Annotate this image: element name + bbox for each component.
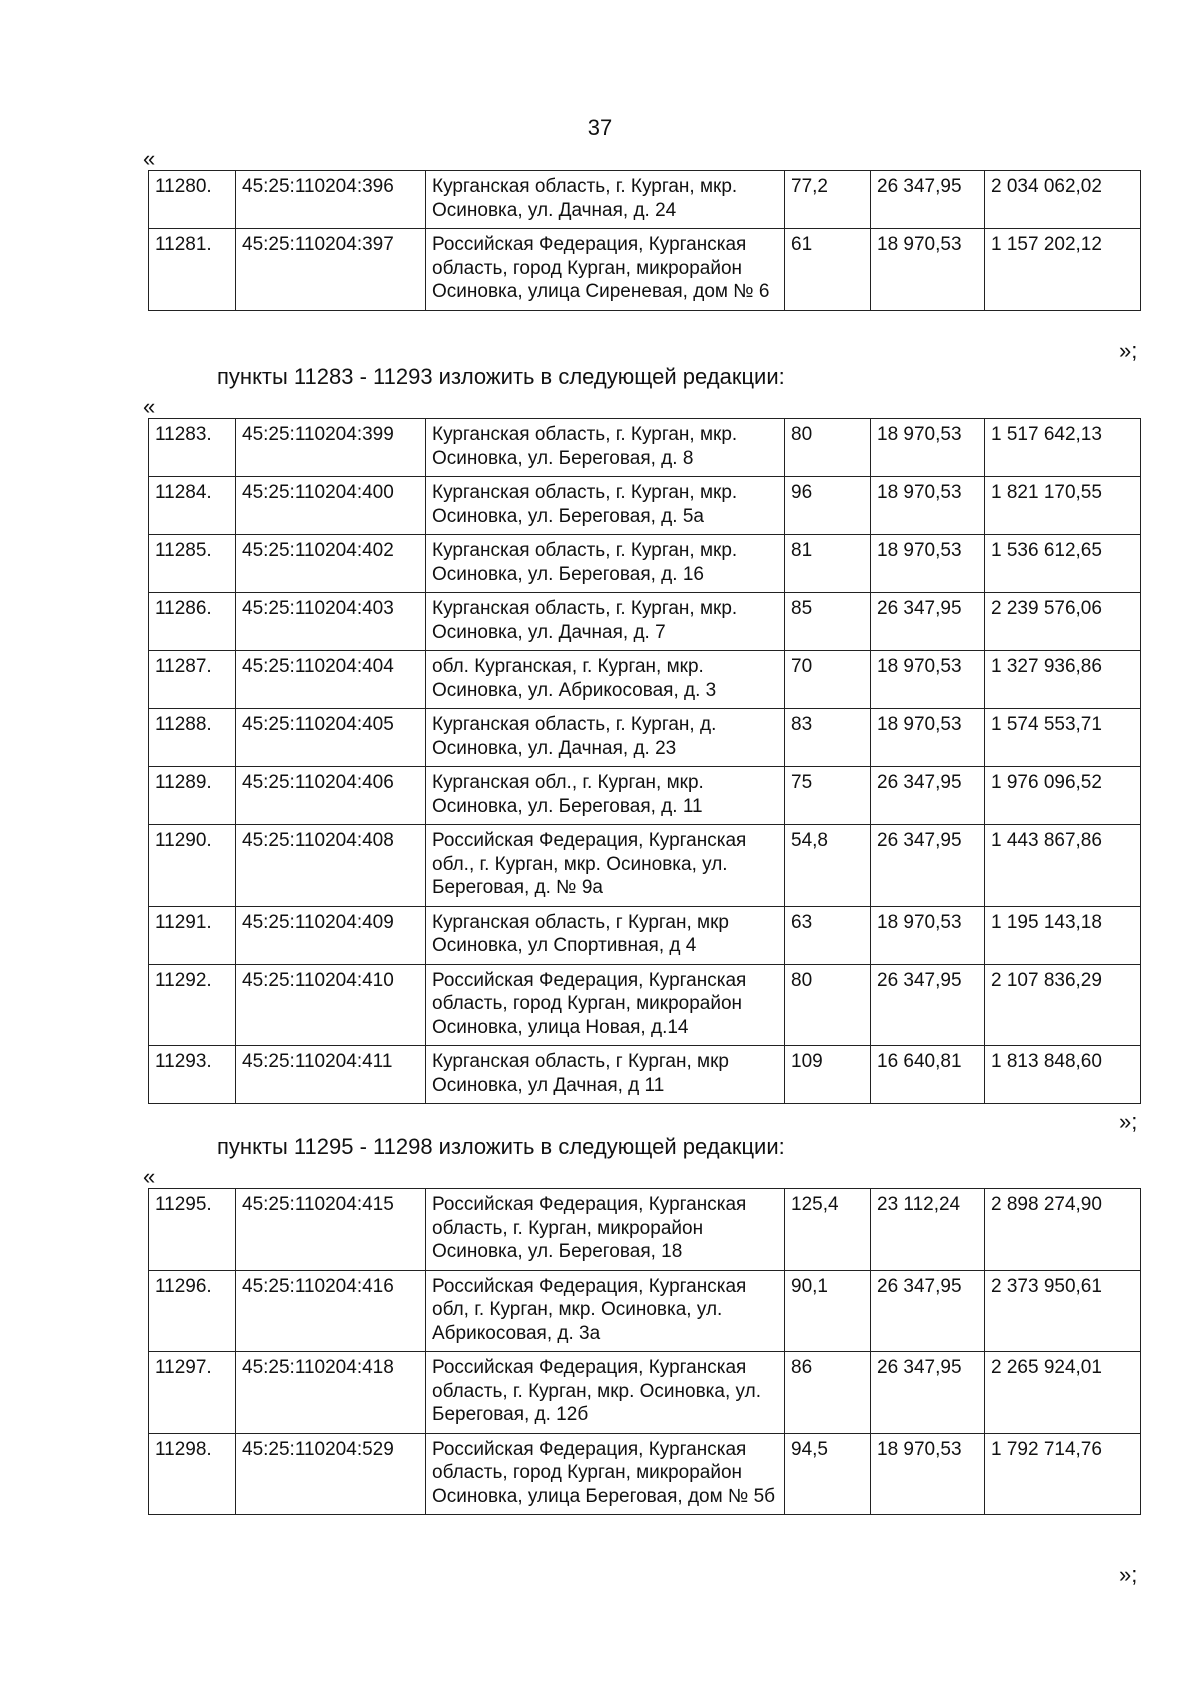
cadastral-number-cell: 45:25:110204:406 [236, 767, 426, 825]
unit-value-cell: 18 970,53 [871, 477, 985, 535]
unit-value-cell: 18 970,53 [871, 419, 985, 477]
table-row [149, 1189, 1141, 1271]
cadastral-value-cell: 1 821 170,55 [985, 477, 1141, 535]
cadastral-value-cell: 1 813 848,60 [985, 1046, 1141, 1104]
area-cell: 86 [785, 1352, 871, 1434]
cadastral-number-cell: 45:25:110204:403 [236, 593, 426, 651]
cadastral-number-cell: 45:25:110204:415 [236, 1189, 426, 1271]
cadastral-number-cell: 45:25:110204:409 [236, 906, 426, 964]
cadastral-number-cell: 45:25:110204:410 [236, 964, 426, 1046]
area-cell: 80 [785, 419, 871, 477]
unit-value-cell: 18 970,53 [871, 906, 985, 964]
cadastral-value-cell: 2 107 836,29 [985, 964, 1141, 1046]
address-cell: Курганская область, г Курган, мкр Осиновка, ул Спортивная, д 4 [426, 906, 785, 964]
close-quote: »; [1119, 338, 1138, 363]
item-number-cell: 11298. [149, 1433, 236, 1515]
item-number-cell: 11286. [149, 593, 236, 651]
cadastral-number-cell: 45:25:110204:399 [236, 419, 426, 477]
area-cell: 96 [785, 477, 871, 535]
table-row [149, 1046, 1141, 1104]
page-number: 37 [587, 115, 613, 140]
item-number-cell: 11296. [149, 1270, 236, 1352]
area-cell: 85 [785, 593, 871, 651]
item-number-cell: 11284. [149, 477, 236, 535]
address-cell: Российская Федерация, Курганская обл., г. Курган, мкр. Осиновка, ул. Береговая, д. № 9а [426, 825, 785, 907]
cadastral-number-cell: 45:25:110204:400 [236, 477, 426, 535]
address-cell: Курганская область, г. Курган, мкр. Осиновка, ул. Береговая, д. 8 [426, 419, 785, 477]
cadastral-value-cell: 1 443 867,86 [985, 825, 1141, 907]
item-number-cell: 11293. [149, 1046, 236, 1104]
open-quote: « [143, 394, 156, 419]
table-row [149, 709, 1141, 767]
address-cell: Российская Федерация, Курганская область, город Курган, микрорайон Осиновка, улица Новая, д.14 [426, 964, 785, 1046]
address-cell: Курганская область, г Курган, мкр Осиновка, ул Дачная, д 11 [426, 1046, 785, 1104]
item-number-cell: 11285. [149, 535, 236, 593]
table-row [149, 1270, 1141, 1352]
cadastral-value-cell: 1 517 642,13 [985, 419, 1141, 477]
section-heading: пункты 11283 - 11293 изложить в следующей редакции: [217, 364, 785, 389]
item-number-cell: 11292. [149, 964, 236, 1046]
cadastral-value-cell: 1 976 096,52 [985, 767, 1141, 825]
address-cell: Курганская область, г. Курган, д. Осиновка, ул. Дачная, д. 23 [426, 709, 785, 767]
item-number-cell: 11281. [149, 229, 236, 311]
cadastral-value-cell: 1 195 143,18 [985, 906, 1141, 964]
unit-value-cell: 26 347,95 [871, 1352, 985, 1434]
cadastral-value-cell: 2 034 062,02 [985, 171, 1141, 229]
cadastral-number-cell: 45:25:110204:418 [236, 1352, 426, 1434]
area-cell: 80 [785, 964, 871, 1046]
cadastral-value-cell: 2 239 576,06 [985, 593, 1141, 651]
cadastral-value-cell: 1 157 202,12 [985, 229, 1141, 311]
address-cell: обл. Курганская, г. Курган, мкр. Осиновка, ул. Абрикосовая, д. 3 [426, 651, 785, 709]
table-row [149, 1352, 1141, 1434]
item-number-cell: 11291. [149, 906, 236, 964]
unit-value-cell: 26 347,95 [871, 767, 985, 825]
cadastral-value-cell: 1 536 612,65 [985, 535, 1141, 593]
address-cell: Российская Федерация, Курганская область, г. Курган, микрорайон Осиновка, ул. Береговая, 18 [426, 1189, 785, 1271]
table-row [149, 767, 1141, 825]
area-cell: 77,2 [785, 171, 871, 229]
registry-table-1 [148, 170, 1141, 311]
item-number-cell: 11290. [149, 825, 236, 907]
cadastral-number-cell: 45:25:110204:416 [236, 1270, 426, 1352]
item-number-cell: 11295. [149, 1189, 236, 1271]
area-cell: 90,1 [785, 1270, 871, 1352]
address-cell: Российская Федерация, Курганская область, г. Курган, мкр. Осиновка, ул. Береговая, д. 12б [426, 1352, 785, 1434]
area-cell: 109 [785, 1046, 871, 1104]
cadastral-value-cell: 2 898 274,90 [985, 1189, 1141, 1271]
address-cell: Курганская обл., г. Курган, мкр. Осиновка, ул. Береговая, д. 11 [426, 767, 785, 825]
address-cell: Российская Федерация, Курганская обл, г. Курган, мкр. Осиновка, ул. Абрикосовая, д. 3а [426, 1270, 785, 1352]
unit-value-cell: 26 347,95 [871, 593, 985, 651]
cadastral-number-cell: 45:25:110204:411 [236, 1046, 426, 1104]
open-quote: « [143, 1164, 156, 1189]
area-cell: 75 [785, 767, 871, 825]
unit-value-cell: 26 347,95 [871, 171, 985, 229]
table-row [149, 477, 1141, 535]
unit-value-cell: 18 970,53 [871, 709, 985, 767]
area-cell: 94,5 [785, 1433, 871, 1515]
area-cell: 61 [785, 229, 871, 311]
table-row [149, 964, 1141, 1046]
cadastral-value-cell: 2 373 950,61 [985, 1270, 1141, 1352]
cadastral-number-cell: 45:25:110204:529 [236, 1433, 426, 1515]
cadastral-number-cell: 45:25:110204:408 [236, 825, 426, 907]
address-cell: Курганская область, г. Курган, мкр. Осиновка, ул. Дачная, д. 24 [426, 171, 785, 229]
area-cell: 70 [785, 651, 871, 709]
address-cell: Курганская область, г. Курган, мкр. Осиновка, ул. Береговая, д. 16 [426, 535, 785, 593]
cadastral-number-cell: 45:25:110204:402 [236, 535, 426, 593]
unit-value-cell: 16 640,81 [871, 1046, 985, 1104]
address-cell: Курганская область, г. Курган, мкр. Осиновка, ул. Дачная, д. 7 [426, 593, 785, 651]
item-number-cell: 11280. [149, 171, 236, 229]
unit-value-cell: 26 347,95 [871, 825, 985, 907]
item-number-cell: 11297. [149, 1352, 236, 1434]
table-row [149, 419, 1141, 477]
table-row [149, 535, 1141, 593]
area-cell: 54,8 [785, 825, 871, 907]
area-cell: 83 [785, 709, 871, 767]
address-cell: Российская Федерация, Курганская область, город Курган, микрорайон Осиновка, улица Береговая, дом № 5б [426, 1433, 785, 1515]
table-row [149, 229, 1141, 311]
table-row [149, 906, 1141, 964]
item-number-cell: 11288. [149, 709, 236, 767]
unit-value-cell: 26 347,95 [871, 1270, 985, 1352]
area-cell: 63 [785, 906, 871, 964]
item-number-cell: 11283. [149, 419, 236, 477]
cadastral-number-cell: 45:25:110204:405 [236, 709, 426, 767]
area-cell: 125,4 [785, 1189, 871, 1271]
cadastral-number-cell: 45:25:110204:396 [236, 171, 426, 229]
unit-value-cell: 18 970,53 [871, 1433, 985, 1515]
close-quote: »; [1119, 1562, 1138, 1587]
table-row [149, 825, 1141, 907]
cadastral-value-cell: 1 792 714,76 [985, 1433, 1141, 1515]
area-cell: 81 [785, 535, 871, 593]
registry-table-3 [148, 1188, 1141, 1515]
cadastral-value-cell: 2 265 924,01 [985, 1352, 1141, 1434]
item-number-cell: 11287. [149, 651, 236, 709]
table-row [149, 651, 1141, 709]
unit-value-cell: 26 347,95 [871, 964, 985, 1046]
open-quote: « [143, 146, 156, 171]
cadastral-value-cell: 1 574 553,71 [985, 709, 1141, 767]
item-number-cell: 11289. [149, 767, 236, 825]
cadastral-number-cell: 45:25:110204:404 [236, 651, 426, 709]
address-cell: Курганская область, г. Курган, мкр. Осиновка, ул. Береговая, д. 5а [426, 477, 785, 535]
cadastral-number-cell: 45:25:110204:397 [236, 229, 426, 311]
close-quote: »; [1119, 1109, 1138, 1134]
table-row [149, 1433, 1141, 1515]
cadastral-value-cell: 1 327 936,86 [985, 651, 1141, 709]
section-heading: пункты 11295 - 11298 изложить в следующей редакции: [217, 1134, 785, 1159]
registry-table-2 [148, 418, 1141, 1104]
table-row [149, 593, 1141, 651]
unit-value-cell: 18 970,53 [871, 651, 985, 709]
table-row [149, 171, 1141, 229]
unit-value-cell: 18 970,53 [871, 535, 985, 593]
unit-value-cell: 18 970,53 [871, 229, 985, 311]
unit-value-cell: 23 112,24 [871, 1189, 985, 1271]
address-cell: Российская Федерация, Курганская область, город Курган, микрорайон Осиновка, улица Сиреневая, дом № 6 [426, 229, 785, 311]
